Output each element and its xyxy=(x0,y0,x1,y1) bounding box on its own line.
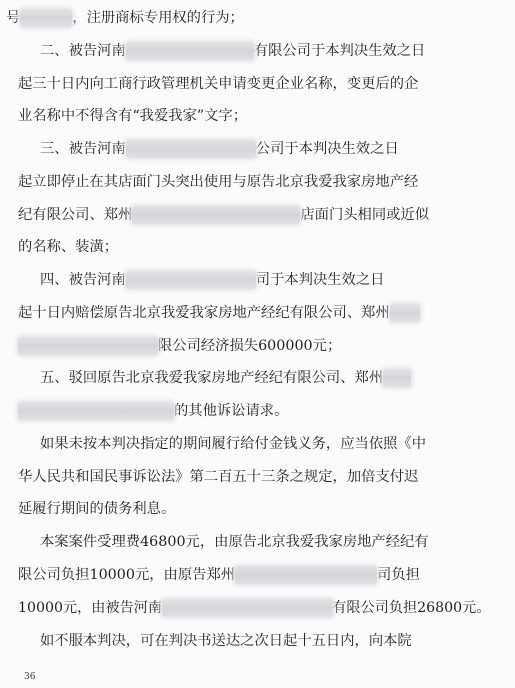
text-segment: 四、被告河南 xyxy=(40,272,126,288)
text-segment: 限公司经济损失600000元； xyxy=(158,338,342,354)
text-segment: 号 xyxy=(6,10,21,26)
text-line xyxy=(18,598,490,618)
text-segment: 司负担 xyxy=(377,567,420,583)
text-segment: 如果未按本判决指定的期间履行给付金钱义务，应当依照《中 xyxy=(40,436,427,452)
page-number: 36 xyxy=(24,672,36,682)
text-line xyxy=(40,270,384,290)
redacted-text xyxy=(20,9,72,27)
text-line xyxy=(18,172,418,192)
redacted-text xyxy=(126,271,256,289)
text-segment: 公司于本判决生效之日 xyxy=(255,141,399,157)
text-segment: 10000元，由被告河南 xyxy=(18,600,163,616)
text-segment: 限公司负担10000元，由原告郑州 xyxy=(18,567,236,583)
text-line xyxy=(40,532,429,552)
redacted-text xyxy=(235,566,377,584)
text-line xyxy=(40,434,426,454)
text-segment: 五、驳回原告北京我爱我家房地产经纪有限公司、郑州 xyxy=(40,370,384,386)
redacted-text xyxy=(126,140,256,158)
redacted-text xyxy=(18,337,158,355)
text-segment: 华人民共和国民事诉讼法》第二百五十三条之规定，加倍支付迟 xyxy=(18,469,419,485)
text-line xyxy=(6,8,244,28)
text-line xyxy=(40,139,399,159)
text-line xyxy=(18,499,175,519)
redacted-text xyxy=(132,206,300,224)
text-segment: ，注册商标专用权的行为； xyxy=(72,10,244,26)
text-line xyxy=(18,303,420,323)
text-line xyxy=(18,401,288,421)
text-line xyxy=(18,336,341,356)
text-line xyxy=(40,368,411,388)
redacted-text xyxy=(162,599,332,617)
text-segment: 二、被告河南 xyxy=(40,43,126,59)
text-segment: 的名称、装潢； xyxy=(18,239,119,255)
text-line xyxy=(18,106,247,126)
text-line xyxy=(40,41,425,61)
text-line xyxy=(18,467,418,487)
text-line xyxy=(18,74,418,94)
redacted-text xyxy=(18,402,174,420)
text-segment: 三、被告河南 xyxy=(40,141,126,157)
text-segment: 如不服本判决，可在判决书送达之次日起十五日内，向本院 xyxy=(40,633,412,649)
redacted-text xyxy=(390,304,420,322)
redacted-text xyxy=(126,42,254,60)
text-segment: 延履行期间的债务利息。 xyxy=(18,501,176,517)
text-segment: 业名称中不得含有“我爱我家”文字； xyxy=(18,108,248,124)
text-segment: 起立即停止在其店面门头突出使用与原告北京我爱我家房地产经 xyxy=(18,174,419,190)
redacted-text xyxy=(383,369,411,387)
text-segment: 纪有限公司、郑州 xyxy=(18,207,133,223)
text-segment: 有限公司于本判决生效之日 xyxy=(253,43,426,59)
text-line xyxy=(40,631,412,651)
text-segment: 店面门头相同或近似 xyxy=(300,207,430,223)
text-segment: 起三十日内向工商行政管理机关申请变更企业名称，变更后的企 xyxy=(18,76,419,92)
text-line xyxy=(18,565,420,585)
text-segment: 司于本判决生效之日 xyxy=(255,272,385,288)
text-segment: 的其他诉讼请求。 xyxy=(174,403,289,419)
text-segment: 起十日内赔偿原告北京我爱我家房地产经纪有限公司、郑州 xyxy=(18,305,390,321)
text-segment: 本案案件受理费46800元，由原告北京我爱我家房地产经纪有 xyxy=(40,534,429,550)
text-line xyxy=(18,237,118,257)
text-segment: 有限公司负担26800元。 xyxy=(332,600,491,616)
text-line xyxy=(18,205,429,225)
